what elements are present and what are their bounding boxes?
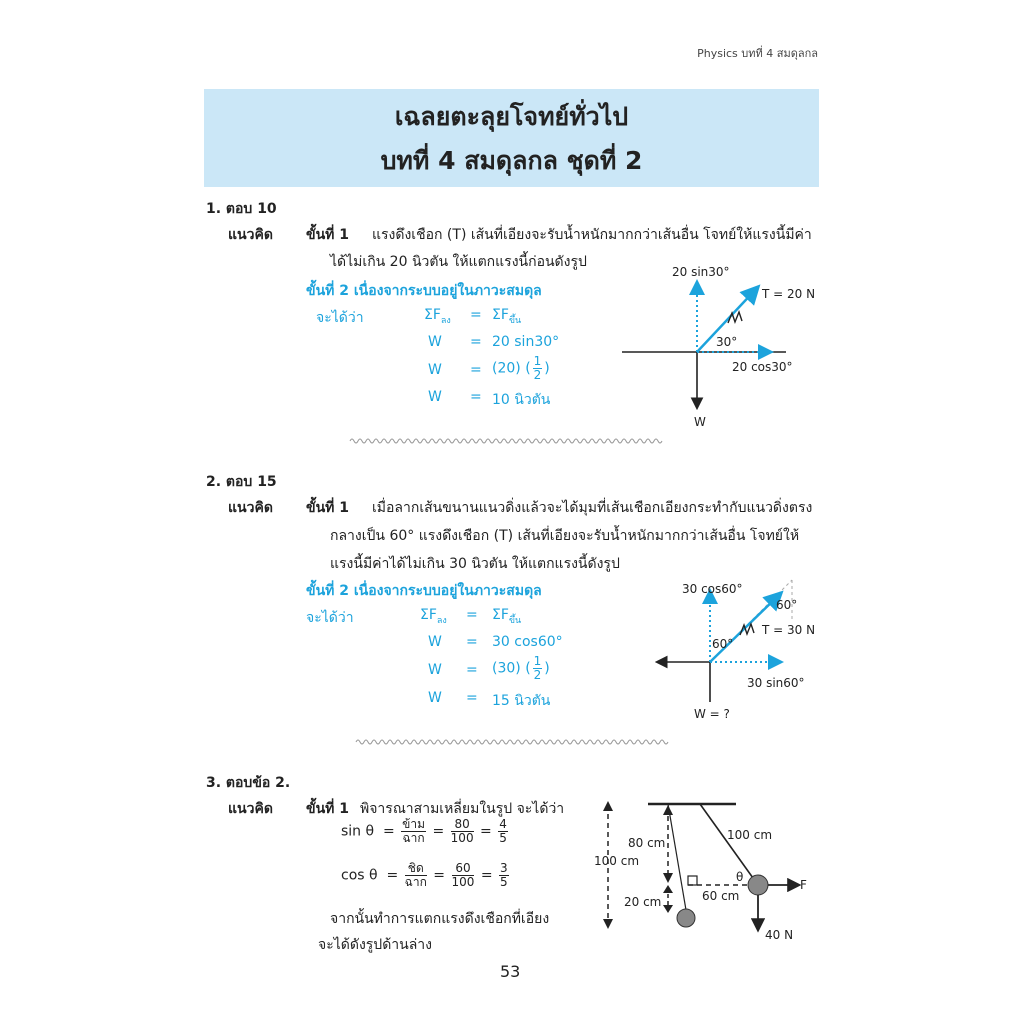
q1-diagram-weight-label: W [694,415,706,429]
q3-right-angle-mark [688,876,697,885]
q3-diagram-force-label: F [800,878,807,892]
q3-diagram-80cm: 80 cm [628,836,666,850]
q1-spring-icon [728,312,742,323]
q3-step1-text: พิจารณาสามเหลี่ยมในรูป จะได้ว่า [360,801,565,817]
q3-cos-equation: cos θ = $\frac{\text{ชิด}}{\text{ฉาก}}$ = $\frac{60}{100}$ = $\frac{3}{5}$ [341,861,508,889]
q1-eq-rhs: $\Sigma F_{ขึ้น}$ [492,307,522,326]
q3-diagram-theta: θ [736,870,744,884]
running-head: Physics บทที่ 4 สมดุลกล [697,47,818,60]
page-number: 53 [500,962,521,981]
q2-step1-line3: แรงนี้มีค่าได้ไม่เกิน 30 นิวตัน ให้แตกแรงนี้ดังรูป [330,556,620,572]
q3-rope [700,804,758,885]
title-box [204,89,819,187]
q1-step1-label: ขั้นที่ 1 [306,227,349,243]
q3-original-rope [668,804,686,910]
q1-diagram-angle-label: 30° [716,335,738,349]
q2-diagram-vertical-label: 30 cos60° [682,582,743,596]
q2-step2: ขั้นที่ 2 เนื่องจากระบบอยู่ในภาวะสมดุล [306,583,542,599]
q2-eq-rhs: $\Sigma F_{ขึ้น}$ [492,607,522,626]
q2-wavy-divider [356,737,668,747]
q2-diagram-angle-mid: 60° [712,637,734,651]
q2-approach-label: แนวคิด [228,500,273,516]
q3-diagram-100cm-height: 100 cm [594,854,640,868]
q1-force-diagram [600,255,820,435]
q2-diagram-tension-label: T = 30 N [762,623,816,637]
q2-eq-rhs: 15 นิวตัน [492,693,551,709]
q3-then-line1: จากนั้นทำการแตกแรงดึงเชือกที่เอียง [330,911,550,927]
q2-step1-label: ขั้นที่ 1 [306,500,349,516]
q1-approach-label: แนวคิด [228,227,273,243]
q2-diagram-angle-top: 60° [776,598,798,612]
q2-answer: 2. ตอบ 15 [206,474,277,490]
q2-eq-row: $\Sigma F_{ลง}$ [420,607,447,626]
q2-so-we-get: จะได้ว่า [306,610,354,626]
q1-diagram-vertical-label: 20 sin30° [672,265,730,279]
q1-eq-lhs: W [428,389,442,405]
q2-step1-line1: เมื่อลากเส้นขนานแนวดิ่งแล้วจะได้มุมที่เส้นเชือกเอียงกระทำกับแนวดิ่งตรง [372,500,813,516]
q3-diagram-weight-label: 40 N [765,928,794,942]
q3-pendulum-diagram [590,795,820,945]
q2-eq-lhs: W [428,690,442,706]
q2-eq-op: = [466,690,478,706]
q3-original-ball [677,909,695,927]
q3-answer: 3. ตอบข้อ 2. [206,775,291,791]
q2-eq-op: = [466,607,478,623]
q3-step1-label: ขั้นที่ 1 [306,801,349,817]
q2-step1-line2: กลางเป็น 60° แรงดึงเชือก (T) เส้นที่เอียงจะรับน้ำหนักมากกว่าเส้นอื่น โจทย์ให้ [330,528,800,544]
q1-eq-rhs-fraction: (20) ( $\frac{1}{2}$ ) [492,354,550,382]
q1-step1-line2: ได้ไม่เกิน 20 นิวตัน ให้แตกแรงนี้ก่อนดังรูป [330,254,587,270]
q1-so-we-get: จะได้ว่า [316,310,364,326]
q2-eq-op: = [466,662,478,678]
q3-then-line2: จะได้ดังรูปด้านล่าง [318,937,432,953]
q3-sin-equation: sin θ = $\frac{\text{ข้าม}}{\text{ฉาก}}$ = $\frac{80}{100}$ = $\frac{4}{5}$ [341,817,507,845]
q1-step1-line1: แรงดึงเชือก (T) เส้นที่เอียงจะรับน้ำหนักมากกว่าเส้นอื่น โจทย์ให้แรงนี้มีค่า [372,227,812,243]
q2-eq-op: = [466,634,478,650]
q2-eq-rhs-fraction: (30) ( $\frac{1}{2}$ ) [492,654,550,682]
q1-eq-lhs: W [428,362,442,378]
q2-eq-lhs: W [428,662,442,678]
page-subtitle: บทที่ 4 สมดุลกล ชุดที่ 2 [380,146,643,175]
q1-eq-op: = [470,334,482,350]
q1-step2: ขั้นที่ 2 เนื่องจากระบบอยู่ในภาวะสมดุล [306,283,542,299]
q1-eq-rhs: 10 นิวตัน [492,392,551,408]
q1-eq-lhs: W [428,334,442,350]
q1-eq-row: $\Sigma F_{ลง}$ [424,307,451,326]
q1-answer: 1. ตอบ 10 [206,201,277,217]
q3-diagram-20cm: 20 cm [624,895,662,909]
q1-eq-op: = [470,389,482,405]
q3-approach-label: แนวคิด [228,801,273,817]
q1-diagram-horizontal-label: 20 cos30° [732,360,793,374]
q1-eq-op: = [470,362,482,378]
q2-diagram-weight-label: W = ? [694,707,730,721]
q1-wavy-divider [350,436,662,446]
q2-diagram-horizontal-label: 30 sin60° [747,676,805,690]
q1-eq-op: = [470,307,482,323]
q3-diagram-100cm-rope: 100 cm [727,828,773,842]
q2-eq-rhs: 30 cos60° [492,634,563,650]
q1-diagram-tension-label: T = 20 N [762,287,816,301]
q3-diagram-60cm: 60 cm [702,889,740,903]
q1-eq-rhs: 20 sin30° [492,334,560,350]
page-title: เฉลยตะลุยโจทย์ทั่วไป [394,102,629,131]
q2-eq-lhs: W [428,634,442,650]
q3-ball [748,875,768,895]
